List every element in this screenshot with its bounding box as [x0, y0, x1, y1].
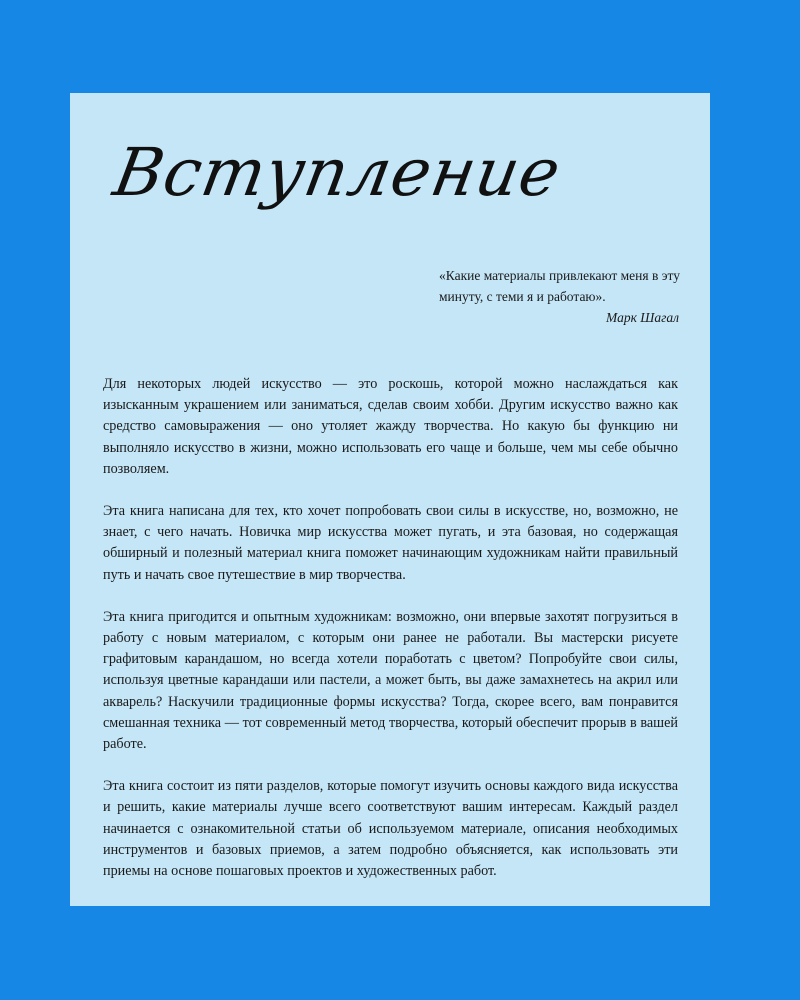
paragraph: Эта книга состоит из пяти разделов, которые помогут изучить основы каждого вида искусства и решить, какие материалы лучше всего соответствуют вашим интересам. Каждый раздел начинается с ознакомительной статьи об используемом материале, описания необходимых инструментов и базовых приемов, а затем подробно объясняется, как использовать эти приемы на основе пошаговых проектов и художественных работ. — [103, 778, 678, 880]
page-title: Вступление — [108, 134, 567, 211]
paragraph: Эта книга пригодится и опытным художникам: возможно, они впервые захотят погрузиться в работу с новым материалом, с которым они ранее не работали. Вы мастерски рисуете графитовым карандашом, но всегда хотели поработать с цветом? Попробуйте свои силы, используя цветные карандаши или пастели, а может быть, вы даже замахнетесь на акрил или акварель? Наскучили традиционные формы искусства? Тогда, скорее всего, вам понравится смешанная техника — тот современный метод творчества, который обеспечит прорыв в вашей работе. — [103, 608, 678, 753]
book-page — [70, 93, 710, 906]
paragraph: Для некоторых людей искусство — это роскошь, которой можно наслаждаться как изысканным украшением или заниматься, сделав своим хобби. Другим искусство важно как средство самовыражения — оно утоляет жажду творчества. Но какую бы функцию ни выполняло искусство в жизни, можно использовать его чаще и больше, чем мы себе обычно позволяем. — [103, 376, 678, 477]
paragraph: Эта книга написана для тех, кто хочет попробовать свои силы в искусстве, но, возможно, не знает, с чего начать. Новичка мир искусства может пугать, и эта базовая, но содержащая обширный и полезный материал книга поможет начинающим художникам найти правильный путь и начать свое путешествие в мир творчества. — [103, 503, 678, 583]
body-text — [103, 374, 678, 903]
epigraph-quote: «Какие материалы привлекают меня в эту минуту, с теми я и работаю». — [439, 268, 680, 304]
epigraph — [439, 265, 689, 328]
epigraph-author: Марк Шагал — [606, 310, 679, 325]
